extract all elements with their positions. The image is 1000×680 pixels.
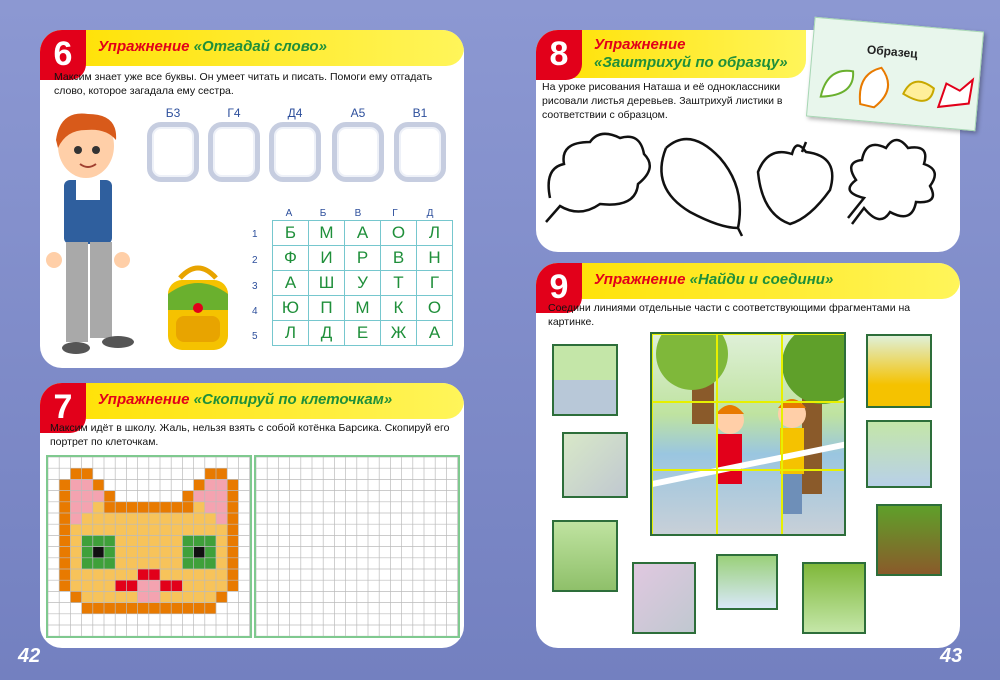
cat-pixel bbox=[216, 535, 227, 546]
cat-pixel bbox=[216, 468, 227, 479]
cat-pixel bbox=[70, 502, 81, 513]
cat-pixel bbox=[171, 502, 182, 513]
cat-pixel bbox=[160, 569, 171, 580]
cat-pixel bbox=[194, 524, 205, 535]
cat-pixel bbox=[194, 603, 205, 614]
right-page bbox=[500, 0, 1000, 680]
cat-pixel bbox=[70, 468, 81, 479]
grid-cell: О bbox=[381, 221, 417, 246]
grid-row-header: 5 bbox=[252, 331, 258, 342]
cat-pixel bbox=[59, 491, 70, 502]
cat-pixel bbox=[227, 491, 238, 502]
cat-pixel bbox=[126, 502, 137, 513]
exercise-9-title: Упражнение «Найди и соедини» bbox=[594, 271, 834, 288]
cat-pixel bbox=[149, 547, 160, 558]
cat-pixel bbox=[59, 524, 70, 535]
puzzle-piece[interactable] bbox=[632, 562, 696, 634]
cat-pixel bbox=[194, 569, 205, 580]
cat-pixel bbox=[104, 580, 115, 591]
cat-pixel bbox=[160, 580, 171, 591]
puzzle-piece[interactable] bbox=[552, 520, 618, 592]
cat-pixel bbox=[171, 603, 182, 614]
cat-pixel bbox=[160, 603, 171, 614]
page-number-left: 42 bbox=[18, 645, 41, 667]
cat-pixel bbox=[104, 558, 115, 569]
cat-pixel bbox=[227, 535, 238, 546]
grid-cell: Ю bbox=[273, 296, 309, 321]
exercise-6-number: 6 bbox=[40, 30, 86, 80]
grid-cell: Б bbox=[273, 221, 309, 246]
cat-pixel bbox=[205, 513, 216, 524]
cat-pixel bbox=[216, 580, 227, 591]
cat-pixel bbox=[149, 603, 160, 614]
grid-row bbox=[273, 296, 453, 321]
cat-pixel bbox=[194, 580, 205, 591]
cat-pixel bbox=[138, 558, 149, 569]
cat-pixel bbox=[182, 513, 193, 524]
grid-cell: Ф bbox=[273, 246, 309, 271]
sample-leaves bbox=[813, 56, 977, 126]
puzzle-piece[interactable] bbox=[716, 554, 778, 610]
cat-pixel bbox=[82, 547, 93, 558]
grid-cell: М bbox=[345, 296, 381, 321]
cat-pixel bbox=[82, 513, 93, 524]
cat-pixel bbox=[70, 513, 81, 524]
cat-pixel bbox=[138, 547, 149, 558]
grid-row-header: 3 bbox=[252, 281, 258, 292]
cat-pixel bbox=[93, 580, 104, 591]
cat-pixel bbox=[216, 502, 227, 513]
cat-pixel bbox=[182, 502, 193, 513]
backpack-illustration bbox=[160, 264, 236, 354]
cat-pixel bbox=[227, 479, 238, 490]
answer-box[interactable] bbox=[394, 122, 446, 182]
cat-pixel bbox=[104, 591, 115, 602]
exercise-9-number: 9 bbox=[536, 263, 582, 313]
cat-pixel bbox=[205, 535, 216, 546]
cat-pixel bbox=[59, 580, 70, 591]
cat-pixel bbox=[227, 569, 238, 580]
cat-pixel bbox=[93, 524, 104, 535]
cat-pixel bbox=[149, 513, 160, 524]
cat-pixel bbox=[227, 547, 238, 558]
code-label: Г4 bbox=[227, 106, 241, 120]
cat-pixel bbox=[216, 479, 227, 490]
leaf-outlines[interactable] bbox=[540, 128, 960, 238]
cat-pixel bbox=[138, 580, 149, 591]
puzzle-piece[interactable] bbox=[552, 344, 618, 416]
cat-pixel bbox=[194, 558, 205, 569]
cat-pixel bbox=[138, 535, 149, 546]
cat-pixel bbox=[59, 479, 70, 490]
cat-pixel bbox=[104, 524, 115, 535]
cat-pixel bbox=[115, 524, 126, 535]
puzzle-piece[interactable] bbox=[562, 432, 628, 498]
grid-cell: Ш bbox=[309, 271, 345, 296]
cat-pixel bbox=[59, 513, 70, 524]
code-label: В1 bbox=[412, 106, 428, 120]
cat-pixel bbox=[138, 569, 149, 580]
cat-pixel bbox=[82, 535, 93, 546]
cat-pixel bbox=[227, 513, 238, 524]
cat-pixel bbox=[182, 603, 193, 614]
cat-pixel bbox=[82, 491, 93, 502]
sample-label: Образец bbox=[866, 42, 919, 61]
cat-pixel bbox=[171, 591, 182, 602]
grid-cell: У bbox=[345, 271, 381, 296]
grid-cell: А bbox=[345, 221, 381, 246]
cat-pixel bbox=[115, 603, 126, 614]
cat-pixel bbox=[171, 558, 182, 569]
grid-cell: Г bbox=[417, 271, 453, 296]
grid-column-header: В bbox=[354, 208, 362, 219]
grid-column-header: А bbox=[285, 208, 293, 219]
grid-column-header: Д bbox=[426, 208, 434, 219]
cat-portrait-grid bbox=[46, 455, 252, 638]
cat-pixel bbox=[216, 569, 227, 580]
cat-pixel bbox=[227, 524, 238, 535]
cat-pixel bbox=[82, 524, 93, 535]
cat-pixel bbox=[182, 569, 193, 580]
cat-pixel bbox=[194, 547, 205, 558]
cat-pixel bbox=[227, 502, 238, 513]
grid-cell: Р bbox=[345, 246, 381, 271]
puzzle-piece[interactable] bbox=[866, 420, 932, 488]
cat-pixel bbox=[70, 479, 81, 490]
cat-pixel bbox=[126, 558, 137, 569]
cat-pixel bbox=[205, 502, 216, 513]
answer-box[interactable] bbox=[269, 122, 321, 182]
cat-pixel bbox=[194, 535, 205, 546]
cat-pixel bbox=[160, 591, 171, 602]
cat-pixel bbox=[149, 502, 160, 513]
cat-pixel bbox=[70, 580, 81, 591]
grid-column-header: Б bbox=[319, 208, 327, 219]
exercise-6-text: Максим знает уже все буквы. Он умеет читать и писать. Помоги ему отгадать слово, которое загадала ему сестра. bbox=[54, 71, 433, 97]
cat-pixel bbox=[149, 558, 160, 569]
cat-pixel bbox=[205, 524, 216, 535]
cat-pixel bbox=[182, 580, 193, 591]
cat-pixel bbox=[205, 569, 216, 580]
cat-pixel bbox=[194, 479, 205, 490]
cat-pixel bbox=[171, 580, 182, 591]
cat-pixel bbox=[194, 491, 205, 502]
exercise-7-number: 7 bbox=[40, 383, 86, 433]
grid-cell: Ж bbox=[381, 321, 417, 346]
cat-pixel bbox=[216, 513, 227, 524]
cat-pixel bbox=[227, 580, 238, 591]
cat-pixel bbox=[149, 591, 160, 602]
cat-pixel bbox=[205, 603, 216, 614]
grid-cell: Е bbox=[345, 321, 381, 346]
cat-pixel bbox=[93, 513, 104, 524]
cat-pixel bbox=[205, 479, 216, 490]
cat-pixel bbox=[115, 513, 126, 524]
answer-box[interactable] bbox=[147, 122, 199, 182]
grid-row-header: 2 bbox=[252, 255, 258, 266]
cat-pixel bbox=[59, 569, 70, 580]
grid-cell: О bbox=[417, 296, 453, 321]
grid-row-header: 4 bbox=[252, 306, 258, 317]
cat-pixel bbox=[205, 468, 216, 479]
cat-pixel bbox=[138, 513, 149, 524]
grid-cell: П bbox=[309, 296, 345, 321]
grid-cell: Л bbox=[417, 221, 453, 246]
cat-pixel bbox=[194, 513, 205, 524]
cat-pixel bbox=[104, 535, 115, 546]
grid-cell: Т bbox=[381, 271, 417, 296]
cat-pixel bbox=[182, 547, 193, 558]
cat-pixel bbox=[205, 547, 216, 558]
cat-pixel bbox=[115, 558, 126, 569]
main-picture bbox=[650, 332, 846, 536]
grid-cell: Н bbox=[417, 246, 453, 271]
cat-pixel bbox=[205, 580, 216, 591]
exercise-7-title: Упражнение «Скопируй по клеточкам» bbox=[98, 391, 393, 408]
empty-copy-grid[interactable] bbox=[254, 455, 460, 638]
cat-pixel bbox=[126, 547, 137, 558]
cat-pixel bbox=[104, 547, 115, 558]
grid-row-header: 1 bbox=[252, 229, 258, 240]
exercise-7-text: Максим идёт в школу. Жаль, нельзя взять с собой котёнка Барсика. Скопируй его портрет по клеточкам. bbox=[50, 422, 450, 448]
cat-pixel bbox=[160, 524, 171, 535]
cat-pixel bbox=[126, 524, 137, 535]
cat-pixel bbox=[93, 603, 104, 614]
cat-pixel bbox=[126, 513, 137, 524]
cat-pixel bbox=[93, 479, 104, 490]
exercise-8-title: Упражнение «Заштрихуй по образцу» bbox=[594, 36, 788, 71]
cat-pixel bbox=[171, 524, 182, 535]
cat-pixel bbox=[138, 524, 149, 535]
cat-pixel bbox=[70, 547, 81, 558]
cat-pixel bbox=[59, 547, 70, 558]
grid-cell: А bbox=[273, 271, 309, 296]
cat-pixel bbox=[59, 558, 70, 569]
puzzle-piece[interactable] bbox=[802, 562, 866, 634]
cat-pixel bbox=[93, 547, 104, 558]
grid-cell: Д bbox=[309, 321, 345, 346]
grid-row bbox=[273, 246, 453, 271]
cat-pixel bbox=[82, 558, 93, 569]
cat-pixel bbox=[205, 491, 216, 502]
cat-pixel bbox=[93, 591, 104, 602]
cat-pixel bbox=[160, 513, 171, 524]
cat-pixel bbox=[160, 535, 171, 546]
cat-pixel bbox=[82, 591, 93, 602]
code-label: А5 bbox=[350, 106, 366, 120]
picture-grid bbox=[652, 334, 844, 534]
cat-pixel bbox=[104, 513, 115, 524]
cat-pixel bbox=[82, 479, 93, 490]
cat-pixel bbox=[138, 502, 149, 513]
cat-pixel bbox=[70, 569, 81, 580]
cat-pixel bbox=[149, 524, 160, 535]
cat-pixel bbox=[182, 591, 193, 602]
cat-pixel bbox=[115, 580, 126, 591]
grid-cell: М bbox=[309, 221, 345, 246]
cat-pixel bbox=[115, 569, 126, 580]
cat-pixel bbox=[182, 491, 193, 502]
code-label: Д4 bbox=[287, 106, 303, 120]
cat-pixel bbox=[59, 535, 70, 546]
cat-pixel bbox=[115, 502, 126, 513]
cat-pixel bbox=[182, 558, 193, 569]
grid-row bbox=[273, 271, 453, 296]
cat-pixel bbox=[205, 558, 216, 569]
cat-pixel bbox=[115, 591, 126, 602]
cat-pixel bbox=[93, 558, 104, 569]
cat-pixel bbox=[82, 502, 93, 513]
cat-pixel bbox=[149, 580, 160, 591]
cat-pixel bbox=[93, 535, 104, 546]
cat-pixel bbox=[138, 591, 149, 602]
puzzle-piece[interactable] bbox=[866, 334, 932, 408]
cat-pixel bbox=[93, 491, 104, 502]
exercise-8-number: 8 bbox=[536, 30, 582, 80]
cat-pixel bbox=[194, 591, 205, 602]
grid-column-header: Г bbox=[392, 208, 398, 219]
cat-pixel bbox=[160, 547, 171, 558]
cat-pixel bbox=[126, 580, 137, 591]
cat-pixel bbox=[205, 591, 216, 602]
cat-pixel bbox=[104, 569, 115, 580]
grid-cell: Л bbox=[273, 321, 309, 346]
cat-pixel bbox=[182, 524, 193, 535]
answer-box[interactable] bbox=[332, 122, 384, 182]
cat-pixel bbox=[115, 535, 126, 546]
code-label: Б3 bbox=[165, 106, 181, 120]
page-number-right: 43 bbox=[940, 645, 963, 667]
cat-pixel bbox=[216, 558, 227, 569]
sample-card bbox=[806, 17, 984, 131]
grid-row bbox=[273, 321, 453, 346]
cat-pixel bbox=[171, 569, 182, 580]
cat-pixel bbox=[182, 535, 193, 546]
cat-pixel bbox=[126, 603, 137, 614]
cat-pixel bbox=[70, 491, 81, 502]
cat-pixel bbox=[93, 569, 104, 580]
cat-pixel bbox=[82, 580, 93, 591]
puzzle-piece[interactable] bbox=[876, 504, 942, 576]
cat-pixel bbox=[216, 591, 227, 602]
cat-pixel bbox=[126, 535, 137, 546]
cat-pixel bbox=[82, 569, 93, 580]
cat-pixel bbox=[126, 569, 137, 580]
grid-cell: И bbox=[309, 246, 345, 271]
cat-pixel bbox=[171, 513, 182, 524]
cat-pixel bbox=[138, 603, 149, 614]
cat-pixel bbox=[104, 603, 115, 614]
exercise-6-title: Упражнение «Отгадай слово» bbox=[98, 38, 327, 55]
cat-pixel bbox=[171, 547, 182, 558]
cat-pixel bbox=[160, 502, 171, 513]
grid-cell: В bbox=[381, 246, 417, 271]
cat-pixel bbox=[216, 491, 227, 502]
cat-pixel bbox=[82, 603, 93, 614]
cat-pixel bbox=[126, 591, 137, 602]
cat-pixel bbox=[70, 535, 81, 546]
cat-pixel bbox=[149, 535, 160, 546]
cat-pixel bbox=[70, 591, 81, 602]
cat-pixel bbox=[115, 547, 126, 558]
cat-pixel bbox=[104, 502, 115, 513]
cat-pixel bbox=[227, 558, 238, 569]
cat-pixel bbox=[70, 558, 81, 569]
exercise-9-text: Соедини линиями отдельные части с соответствующими фрагментами на картинке. bbox=[548, 302, 911, 328]
cat-pixel bbox=[82, 468, 93, 479]
cat-pixel bbox=[216, 547, 227, 558]
cat-pixel bbox=[70, 524, 81, 535]
letter-grid bbox=[272, 220, 453, 346]
cat-pixel bbox=[149, 569, 160, 580]
grid-row bbox=[273, 221, 453, 246]
exercise-8-text: На уроке рисования Наташа и её одноклассники рисовали листья деревьев. Заштрихуй листики в соответствии с образцом. bbox=[542, 81, 783, 121]
cat-pixel bbox=[104, 491, 115, 502]
cat-pixel bbox=[160, 558, 171, 569]
cat-pixel bbox=[93, 502, 104, 513]
grid-cell: К bbox=[381, 296, 417, 321]
grid-cell: А bbox=[417, 321, 453, 346]
cat-pixel bbox=[194, 502, 205, 513]
cat-pixel bbox=[59, 502, 70, 513]
cat-pixel bbox=[216, 524, 227, 535]
cat-pixel bbox=[171, 535, 182, 546]
answer-box[interactable] bbox=[208, 122, 260, 182]
